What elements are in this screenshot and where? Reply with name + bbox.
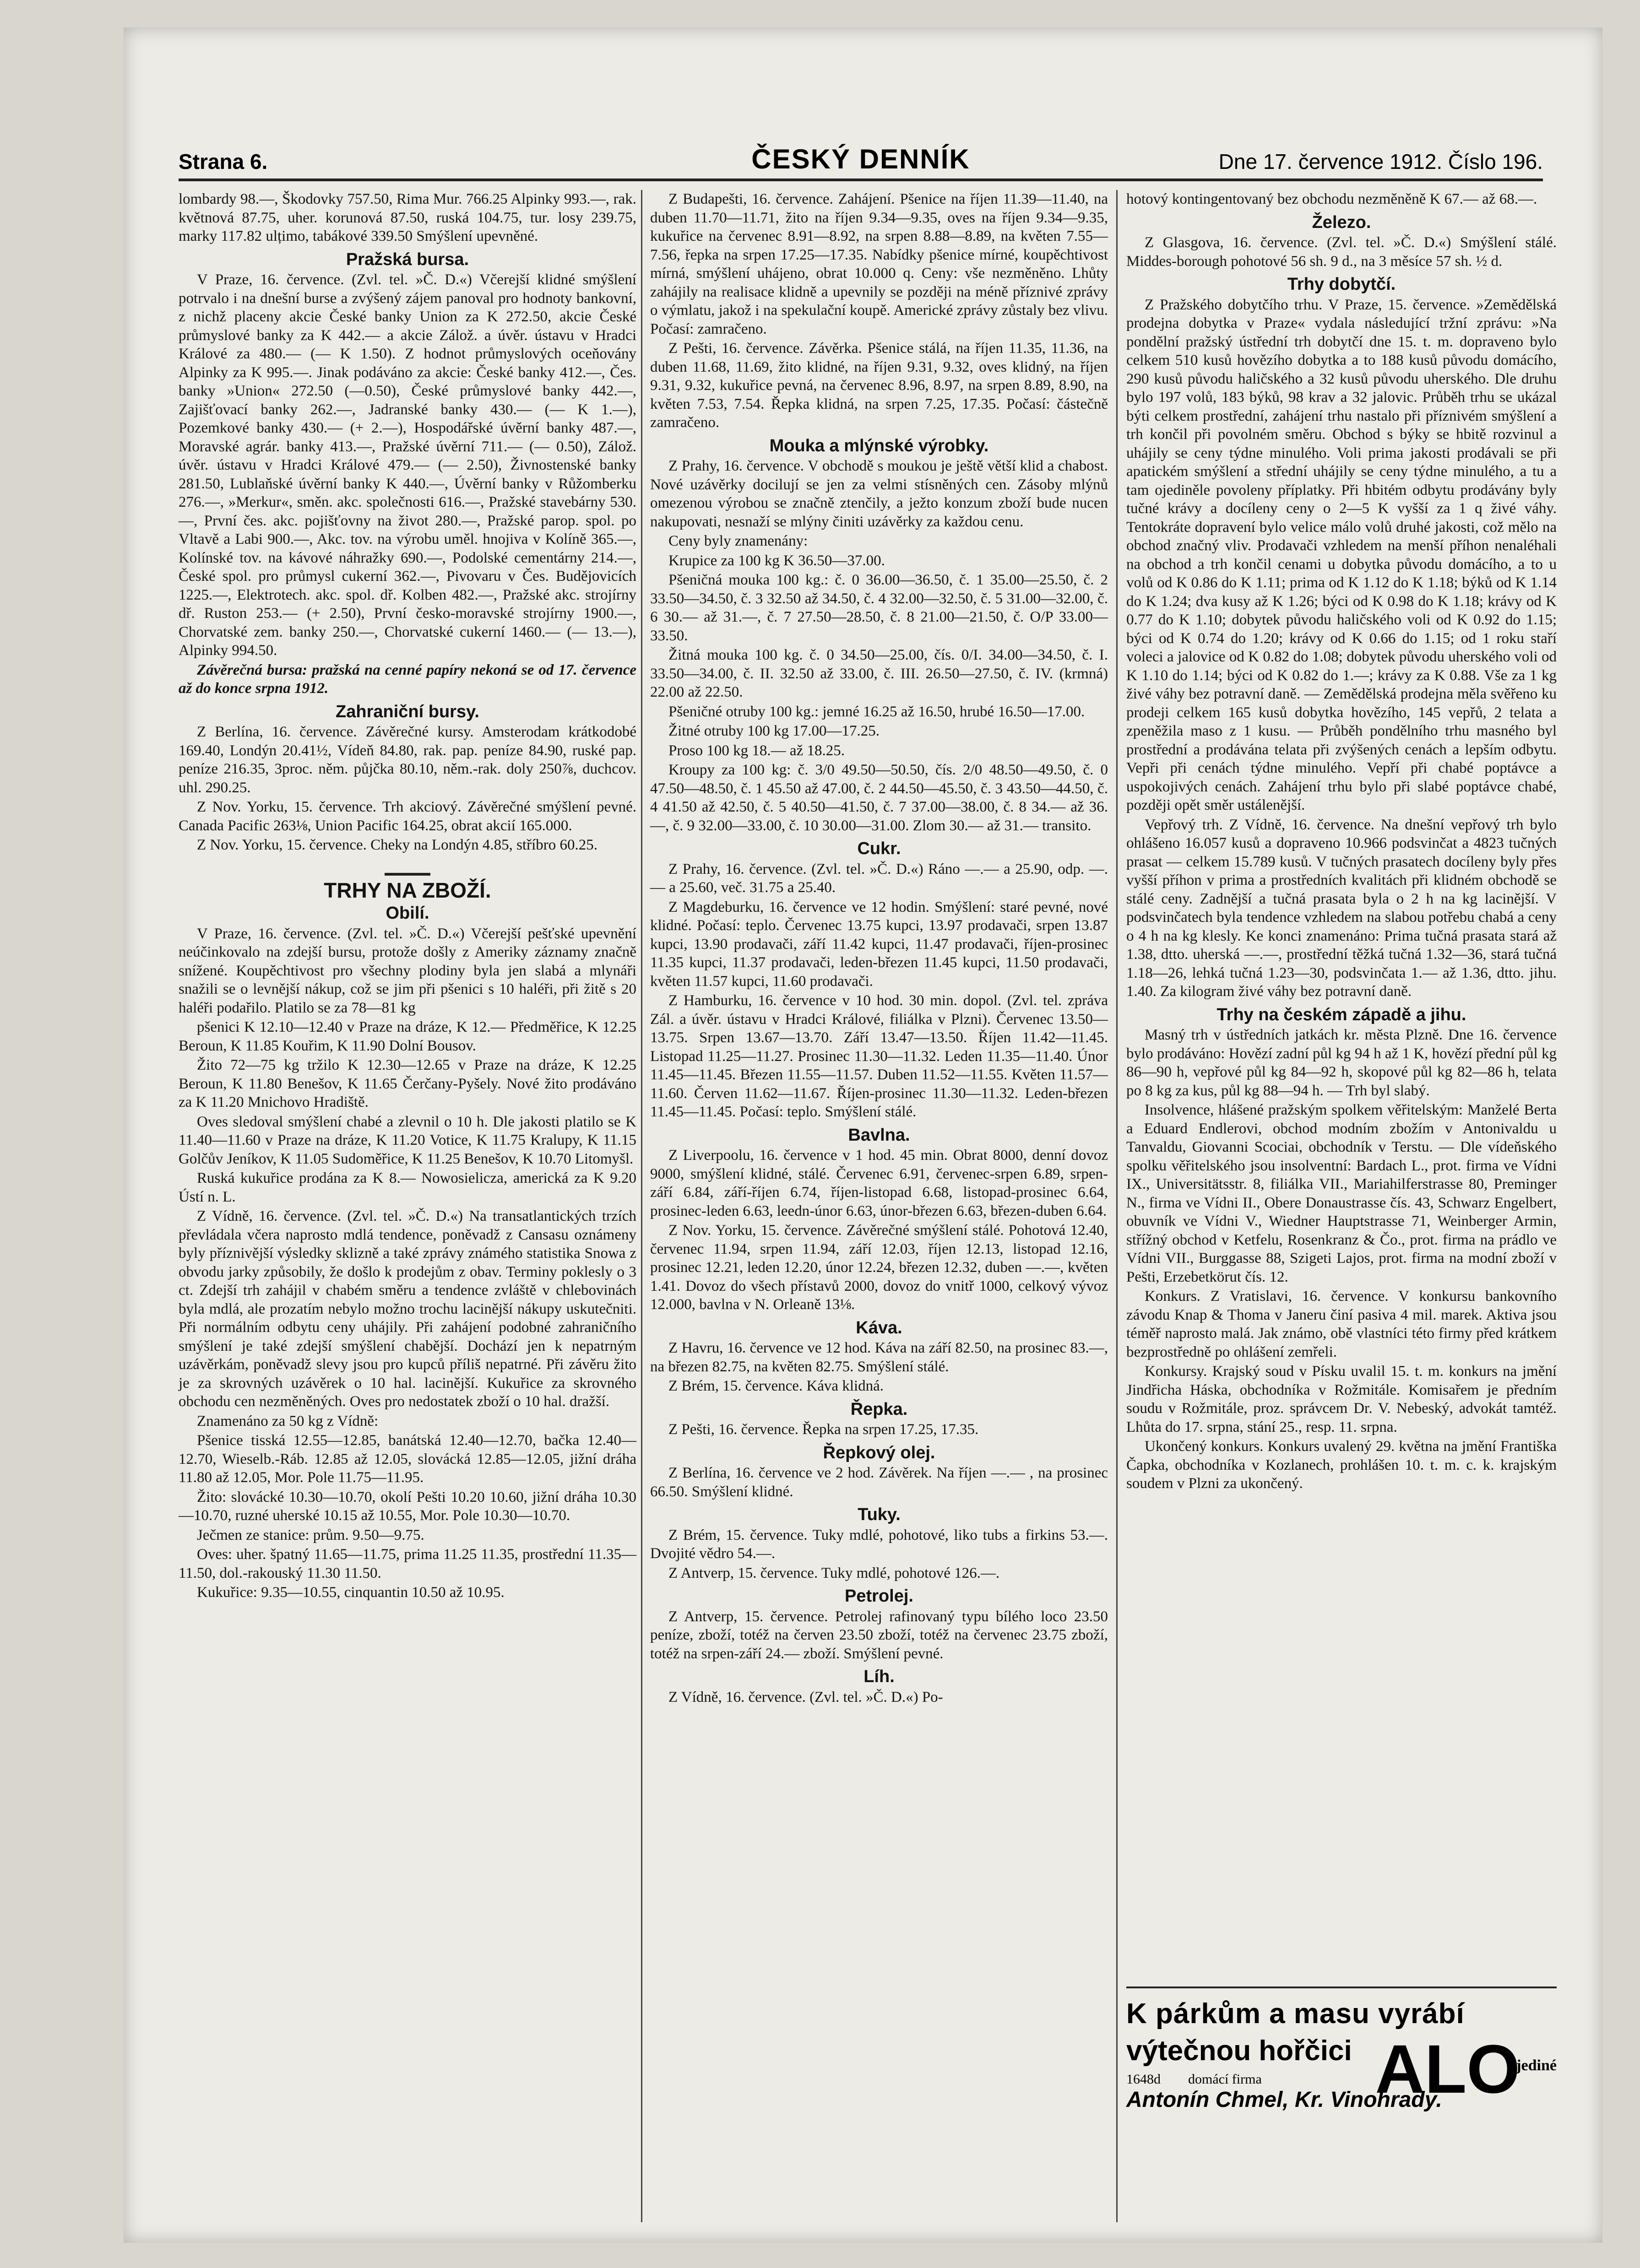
article-text: Z Prahy, 16. července. (Zvl. tel. »Č. D.«) Ráno —.— a 25.90, odp. —.— a 25.60, več. 31.75 a 25.40. — [650, 861, 1108, 896]
article-text: Vepřový trh. Z Vídně, 16. července. Na dnešní vepřový trh bylo ohlášeno 16.057 kusů a dopraveno 10.966 podsvinčat a 4823 tučných prasat — celkem 15.789 kusů. V tučných prasatech docíleny byly přes vyšší příhon v prima a prostředních kvalitách při klidném obchodě se stálé ceny. Zadnější a tučná prasata byla o 2 h na kg lacinější. V podsvinčatech byla tendence vzhledem na slabou potřebu chabá a ceny o 4 h na kg klesly. Ke konci znamenáno: Prima tučná prasata stará až 1.38, dtto. uherská —.—, prostřední těžká tučná 1.32—36, stará tučná 1.18—26, lehká tučná 1.23—30, podsvinčata 1.— až 1.36, dtto. jihu. 1.40. Za kilogram živé váhy bez potravní daně. — [1126, 816, 1557, 1000]
ad-firm-label: domácí firma — [1188, 2072, 1262, 2087]
article-text: Ceny byly znamenány: — [668, 533, 808, 549]
article-text: lombardy 98.—, Škodovky 757.50, Rima Mur. 766.25 Alpinky 993.—, rak. květnová 87.75, uher. korunová 87.50, ruská 104.75, tur. losy 239.75, marky 117.82 ulțimo, tabákové 339.50 Smýšlení upevněné. — [179, 191, 636, 244]
section-heading: Líh. — [863, 1667, 895, 1686]
article-text: Konkurs. Z Vratislavi, 16. července. V konkursu bankovního závodu Knap & Thoma v Janeru činí pasiva 4 mil. marek. Aktiva jsou téměř naprosto malá. Jak známo, obě vlastníci této firmy před krátkem bezprostředně po ohlášení zemřeli. — [1126, 1288, 1557, 1360]
section-heading: Trhy na českém západě a jihu. — [1216, 1005, 1466, 1024]
article-text: Z Magdeburku, 16. července ve 12 hodin. Smýšlení: staré pevné, nové klidné. Počasí: teplo. Červenec 13.75 kupci, 13.97 prodavači, srpen 13.87 kupci, 13.90 prodavači, září 11.42 kupci, 11.47 prodavači, říjen-prosinec 11.35 kupci, 11.37 prodavači, leden-březen 11.45 kupci, 11.50 prodavači, květen 11.57 kupci, 11.60 prodavači. — [650, 899, 1108, 990]
article-text: Z Nov. Yorku, 15. července. Závěrečné smýšlení stálé. Pohotová 12.40, červenec 11.94, srpen 11.94, září 12.03, říjen 12.13, listopad 12.16, prosinec 12.21, leden 12.20, únor 12.24, březen 12.32, duben —.—, květen 1.41. Dovoz do všech přístavů 2000, dovoz do vnitř 1000, celkový vývoz 12.000, bavlna v N. Orleaně 13⅛. — [650, 1222, 1108, 1313]
section-heading: Řepka. — [850, 1399, 908, 1419]
section-heading: Pražská bursa. — [346, 249, 469, 269]
article-text: Z Nov. Yorku, 15. července. Cheky na Londýn 4.85, stříbro 60.25. — [197, 837, 597, 853]
article-text: Z Brém, 15. července. Káva klidná. — [668, 1378, 884, 1394]
article-text: Z Budapešti, 16. července. Zahájení. Pšenice na říjen 11.39—11.40, na duben 11.70—11.71, žito na říjen 9.34—9.35, oves na říjen 9.34—9.35, kukuřice na červenec 8.91—8.92, na srpen 8.88—8.89, na květen 7.55—7.56, řepka na srpen 17.25—17.35. Nabídky pšenice mírné, koupěchtivost mírná, smýšlení uhájeno, obrat 10.000 q. Ceny: vše nezměněno. Lhůty zahájily na realisace klidně a upevnily se později na méně příznivé zprávy o výmlatu, jakož i na spekulační koupě. Americké zprávy zůstaly bez vlivu. Počasí: zamračeno. — [650, 191, 1108, 337]
mustard-advertisement — [1126, 1987, 1557, 2126]
article-text: Z Antverp, 15. července. Tuky mdlé, pohotové 126.—. — [668, 1564, 1000, 1581]
article-text: Znamenáno za 50 kg z Vídně: — [197, 1413, 379, 1429]
article-text: Z Pražského dobytčího trhu. V Praze, 15. července. »Zemědělská prodejna dobytka v Praze« vydala následující tržní zprávu: »Na pondělní pražský ústřední trh dobytčí dne 15. t. m. dopraveno bylo celkem 510 kusů hovězího dobytka a to 188 kusů původu domácího, 290 kusů původu haličského a 32 kusů původu uherského. Dle druhu bylo 197 volů, 183 býků, 98 krav a 32 jalovic. Průběh trhu se ukázal býti celkem prostřední, zahájení trhu nastalo při příznivém smýšlení a trh končil při povolném směru. Obchod s býky se hbitě rozvinul a uhájily se ceny týdne minulého. Voli prima jakosti prodávali se při apatickém smýšlení a střední uhájily se ceny týdne minulého, a tu a tam ojediněle povoleny příplatky. Při hbitém odbytu prodávány byly tučné krávy a docíleny ceny o 2—5 K vyšší za 1 q živé váhy. Tentokráte dopravení bylo velice málo volů druhé jakosti, což mělo na obchod značný vliv. Prodavači vzhledem na menší příhon nenaléhali na obchod a trh končil cenami u dobytka původu domácího, a to u volů od K 0.86 do K 1.11; prima od K 1.12 do K 1.18; býků od K 1.14 do K 1.24; dva kusy až K 1.26; býci od K 0.98 do K 1.18; krávy od K 0.77 do K 1.10; dobytek původu haličského voli od K 0.92 do 1.15; býci od K 0.74 do 1.20; krávy od K 0.66 do 1.15; od 1 roku staří voleci a jalovice od K 0.82 do 1.08; dobytek původu uherského voli od K 1.10 do 1.14; býci od K 0.82 do 1.—; krávy za K 0.88. Vše za 1 kg živé váhy bez potravní daně. — Zemědělská prodejna měla svěřeno ku prodeji celkem 165 kusů dobytka hovězího, 145 vepřů, 2 telata a zpeněžila maso z 1 kusu. — Průběh pondělního trhu masného byl prostřední a prodávána telata při zvýšených cenách a lepším odbytu. Vepři při cenách týdne minulého. Vepří při chabé poptávce a uspokojivých cenách. Zahájení trhu bylo při slabé poptávce chabé, později opět směr ustálenější. — [1126, 296, 1557, 813]
ad-product: výtečnou hořčici — [1126, 2035, 1352, 2067]
section-heading: Káva. — [856, 1318, 902, 1337]
article-text: Krupice za 100 kg K 36.50—37.00. — [668, 552, 885, 569]
article-text: Z Berlína, 16. července. Závěrečné kursy. Amsterodam krátkodobé 169.40, Londýn 20.41½, Vídeň 84.80, rak. pap. peníze 84.90, ruské pap. peníze 216.35, 3proc. něm. půjčka 80.10, něm.-rak. doly 250⅞, duchcov. uhl. 290.25. — [179, 724, 636, 796]
section-heading: Trhy dobytčí. — [1287, 275, 1396, 294]
article-text: Z Pešti, 16. července. Řepka na srpen 17.25, 17.35. — [668, 1421, 979, 1438]
section-heading: Tuky. — [858, 1505, 901, 1524]
column-rule-1 — [641, 190, 642, 2222]
article-text: Pšeničná mouka 100 kg.: č. 0 36.00—36.50, č. 1 35.00—25.50, č. 2 33.50—34.50, č. 3 32.50 až 34.50, č. 4 32.00—32.50, č. 5 31.00—32.00, č. 6 30.— až 31.—, č. 7 27.50—28.50, č. 8 21.00—21.50, č. O/P 33.00—33.50. — [650, 572, 1108, 644]
article-text: Ječmen ze stanice: prům. 9.50—9.75. — [197, 1526, 424, 1543]
main-heading: TRHY NA ZBOŽÍ. — [324, 878, 491, 902]
section-heading: Petrolej. — [845, 1586, 913, 1606]
article-text: Z Glasgova, 16. července. (Zvl. tel. »Č. D.«) Smýšlení stálé. Middes-borough pohotové 56 sh. 9 d., na 3 měsíce 57 sh. ½ d. — [1126, 234, 1557, 270]
article-text: Kukuřice: 9.35—10.55, cinquantin 10.50 až 10.95. — [197, 1584, 505, 1601]
section-heading: Bavlna. — [848, 1125, 910, 1145]
article-text: Ukončený konkurs. Konkurs uvalený 29. května na jmění Františka Čapka, obchodníka v Kozlanech, prohlášen 10. t. m. c. k. krajským soudem v Plzni za ukončený. — [1126, 1438, 1557, 1492]
article-text: Pšenice tisská 12.55—12.85, banátská 12.40—12.70, bačka 12.40—12.70, Wieselb.-Ráb. 12.85 až 12.05, slovácká 12.85—12.05, jižní dráha 11.80 až 12.05, Mor. Pole 11.75—11.95. — [179, 1432, 636, 1486]
article-text: Z Vídně, 16. července. (Zvl. tel. »Č. D.«) Na transatlantických trzích převládala včera naprosto mdlá tendence, poněvadž z Cansasu oznámeny byly příznivější výsledky sklizně a také zprávy známého statistika Snowa z obvodu jarky způsobily, že došlo k prodejům z obav. Terminy poklesly o 3 ct. Zdejší trh zahájil v chabém směru a tendence zvláště v chlebovinách byla mdlá, ale prozatím nebylo možno trochu lacinější nákupy uskutečniti. Při normálním odbytu ceny uhájily. Při zahájení podobné zahraničního smýšlení je také zdejší smýšlení chabější. Dochází jen k nepatrným uzávěrkám, poněvadž slevy jsou pro kupců příliš nepatrné. Při závěru žito je za skrovných uzávěrek o 10 hal. lacinější. Kukuřice za skrovného obchodu cen nezměněných. Oves pro nedostatek zboží o 10 hal. dražší. — [179, 1208, 636, 1410]
article-text: Kroupy za 100 kg: č. 3/0 49.50—50.50, čís. 2/0 48.50—49.50, č. 0 47.50—48.50, č. 1 45.50 až 47.00, č. 2 44.50—45.50, č. 3 43.50—44.50, č. 4 41.50 až 42.50, č. 5 40.50—41.50, č. 7 37.00—38.00, č. 8 34.— až 36.—, č. 9 32.00—33.00, č. 10 30.00—31.00. Zlom 30.— až 31.— transito. — [650, 762, 1108, 834]
article-text: Žito 72—75 kg tržilo K 12.30—12.65 v Praze na dráze, K 12.25 Beroun, K 11.80 Benešov, K 11.65 Čerčany-Pyšely. Nové žito prodáváno za K 11.20 Mnichovo Hradiště. — [179, 1057, 636, 1110]
issue-date: Dne 17. července 1912. Číslo 196. — [1218, 150, 1543, 173]
article-text: Z Prahy, 16. července. V obchodě s moukou je ještě větší klid a chabost. Nové uzávěrky docilují se jen za velmi stísněných cen. Zásoby mlýnů omezenou výrobou se značně ztenčily, a ježto konzum zboží bude nucen nakupovati, nesnaží se mlýny činiti uzávěrky za každou cenu. — [650, 458, 1108, 530]
section-heading: Mouka a mlýnské výrobky. — [769, 436, 989, 455]
newspaper-page — [124, 27, 1602, 2243]
article-text: V Praze, 16. července. (Zvl. tel. »Č. D.«) Včerejší pešťské upevnění neúčinkovalo na zdejší bursu, protože došly z Ameriky záznamy značně snížené. Koupěchtivost pro všechny plodiny byla jen slabá a mlynáři snažili se o levnější nákup, což se jim při pšenici s 10 haléři, při žitě s 20 haléři podařilo. Platilo se za 78—81 kg — [179, 925, 636, 1016]
column-2 — [650, 190, 1108, 1707]
ad-brand: ALO — [1375, 2030, 1520, 2107]
article-text: Oves sledoval smýšlení chabé a zlevnil o 10 h. Dle jakosti platilo se K 11.40—11.60 v Praze na dráze, K 11.20 Votice, K 11.75 Kralupy, K 11.15 Golčův Jeníkov, K 11.05 Sudoměřice, K 11.25 Benešov, K 10.70 Litomyšl. — [179, 1113, 636, 1167]
article-text: Žitná mouka 100 kg. č. 0 34.50—25.00, čís. 0/I. 34.00—34.50, č. I. 33.50—34.00, č. II. 32.50 až 33.00, č. III. 26.50—27.50, č. IV. (krmná) 22.00 až 22.50. — [650, 647, 1108, 700]
column-rule-2 — [1116, 190, 1118, 2222]
article-text: Z Havru, 16. července ve 12 hod. Káva na září 82.50, na prosinec 83.—, na březen 82.75, na květen 82.75. Smýšlení stálé. — [650, 1340, 1108, 1375]
article-text: Z Liverpoolu, 16. července v 1 hod. 45 min. Obrat 8000, denní dovoz 9000, smýšlení klidné, stálé. Červenec 6.91, červenec-srpen 6.89, srpen-září 6.84, září-říjen 6.74, říjen-listopad 6.68, listopad-prosinec 6.64, prosinec-leden 6.63, leedn-únor 6.63, únor-březen 6.63, březen-duben 6.64. — [650, 1147, 1108, 1219]
article-text: Z Vídně, 16. července. (Zvl. tel. »Č. D.«) Po- — [668, 1689, 943, 1705]
article-text: Z Nov. Yorku, 15. července. Trh akciový. Závěrečné smýšlení pevné. Canada Pacific 263⅛, Union Pacific 164.25, obrat akcií 165.000. — [179, 799, 636, 834]
article-text: Insolvence, hlášené pražským spolkem věřitelským: Manželé Berta a Eduard Endlerovi, obchod modním zbožím v Antonivaldu u Tanvaldu, Giovanni Scociai, obchodník v Terstu. — Dle vídeňského spolku věřitelského jsou insolventní: Bardach L., prot. firma ve Vídni IX., Universitätsstr. 8, filiálka VII., Mariahilferstrasse 80, Preminger N., firma ve Vídni II., Obere Donaustrasse čís. 43, Schwarz Engelbert, obuvník ve Vídni V., Wiedner Hauptstrasse 71, Weinberger Armin, střížný obchod v Ketfelu, Rosenkranz & Čo., prot. firma na prádlo ve Vídni VII., Burggasse 88, Szigeti Lajos, prot. firma na modní zboží v Pešti, Erzebetkörut čís. 12. — [1126, 1102, 1557, 1285]
ad-company: Antonín Chmel, Kr. Vinohrady. — [1126, 2088, 1442, 2112]
article-text: Z Pešti, 16. července. Závěrka. Pšenice stálá, na říjen 11.35, 11.36, na duben 11.68, 11.69, žito klidné, na říjen 9.31, 9.32, oves klidný, na říjen 9.31, 9.32, kukuřice pevná, na červenec 8.96, 8.97, na srpen 8.89, 8.90, na květen 7.53, 7.54. Řepka klidná, na srpen 7.25, 17.35. Počasí: částečně zamračeno. — [650, 340, 1108, 431]
article-text: Z Brém, 15. července. Tuky mdlé, pohotové, liko tubs a firkins 53.—. Dvojité vědro 54.—. — [650, 1526, 1108, 1562]
section-heading: Obilí. — [386, 904, 429, 923]
article-text: Z Hamburku, 16. července v 10 hod. 30 min. dopol. (Zvl. tel. zpráva Zál. a úvěr. ústavu v Hradci Králové, filiálka v Plzni). Červenec 13.50—13.75. Srpen 13.67—13.70. Září 13.47—13.50. Říjen 11.42—11.45. Listopad 11.25—11.27. Prosinec 11.30—11.32. Leden 11.35—11.40. Únor 11.45—11.45. Březen 11.55—11.57. Duben 11.52—11.55. Květen 11.57—11.60. Červen 11.62—11.67. Říjen-prosinec 11.30—11.32. Leden-březen 11.45—11.45. Počasí: teplo. Smýšlení stálé. — [650, 992, 1108, 1120]
page-header — [179, 137, 1543, 181]
newspaper-title: ČESKÝ DENNÍK — [751, 144, 970, 174]
article-text: Oves: uher. špatný 11.65—11.75, prima 11.25 11.35, prostřední 11.35—11.50, dol.-rakouský 11.30 11.50. — [179, 1546, 636, 1581]
page-number: Strana 6. — [179, 150, 268, 173]
section-heading: Železo. — [1312, 212, 1371, 232]
ad-brand-note: jediné — [1516, 2057, 1557, 2074]
column-1 — [179, 190, 636, 1603]
article-text: Žitné otruby 100 kg 17.00—17.25. — [668, 723, 880, 739]
article-text: V Praze, 16. července. (Zvl. tel. »Č. D.«) Včerejší klidné smýšlení potrvalo i na dnešní burse a zvýšený zájem panoval pro hodnoty bankovní, z nichž placeny akcie České banky Union za K 272.50, akcie České průmyslové banky za K 442.— a akcie Zálož. a úvěr. ústavu v Hradci Králové za 480.— (— K 1.50). Z hodnot průmyslových oceňovány Alpinky za K 995.—. Jinak podáváno za akcie: České banky 412.—, Čes. banky »Union« 272.50 (—0.50), České průmyslové banky 442.—, Zajišťovací banky 262.—, Jadranské banky 430.— (— K 1.—), Pozemkové banky 430.— (+ 2.—), Hospodářské úvěrní banky 487.—, Moravské agrár. banky 413.—, Pražské úvěrní 711.— (— 0.50), Zálož. úvěr. ústavu v Hradci Králové 479.— (— 2.50), Živnostenské banky 281.50, Lublaňské úvěrní banky K 440.—, Úvěrní banky v Růžomberku 276.—, »Merkur«, směn. akc. společnosti 616.—, Pražské stavebárny 530.—, První čes. akc. pojišťovny na život 280.—, Pražské parop. spol. po Vltavě a Labi 900.—, Akc. tov. na výrobu uměl. hnojiva v Kolíně 365.—, Kolínské tov. na kávové náhražky 690.—, Podolské cementárny 214.—, České spol. pro průmysl cukerní 362.—, Pivovaru v Čes. Budějovicích 1225.—, Elektrotech. akc. spol. dř. Kolben 482.—, Pražské akc. strojírny dř. Ruston 253.— (+ 2.50), První česko-moravské strojírny 1900.—, Chorvatské zem. banky 250.—, Chorvatské cukerní 1460.— (— 13.—), Alpinky 994.50. — [179, 271, 636, 659]
article-text: Z Berlína, 16. července ve 2 hod. Závěrek. Na říjen —.— , na prosinec 66.50. Smýšlení klidné. — [650, 1465, 1108, 1500]
column-3 — [1126, 190, 1557, 1494]
section-separator — [385, 873, 430, 876]
section-heading: Zahraniční bursy. — [336, 702, 479, 721]
article-text: Ruská kukuřice prodána za K 8.— Nowosielicza, americká za K 9.20 Ústí n. L. — [179, 1170, 636, 1205]
section-heading: Cukr. — [857, 839, 901, 858]
article-text: Pšeničné otruby 100 kg.: jemné 16.25 až 16.50, hrubé 16.50—17.00. — [668, 703, 1085, 720]
article-text: Masný trh v ústředních jatkách kr. města Plzně. Dne 16. července bylo prodáváno: Hovězí zadní půl kg 94 h až 1 K, hovězí přední půl kg 86—90 h, vepřové půl kg 84—92 h, skopové půl kg 82—86 h, telata po 8 kg za kus, půl kg 88—94 h. — Trh byl slabý. — [1126, 1027, 1557, 1099]
article-text: Proso 100 kg 18.— až 18.25. — [668, 742, 845, 759]
section-heading: Řepkový olej. — [823, 1443, 935, 1462]
ad-code: 1648d — [1126, 2072, 1161, 2087]
article-text: Z Antverp, 15. července. Petrolej rafinovaný typu bílého loco 23.50 peníze, zboží, totéž na červen 23.50 zboží, totéž na červenec 23.75 zboží, totéž na srpen-září 24.— zboží. Smýšlení pevné. — [650, 1608, 1108, 1662]
ad-headline: K párkům a masu vyrábí — [1126, 1998, 1465, 2030]
article-text: Konkursy. Krajský soud v Písku uvalil 15. t. m. konkurs na jmění Jindřicha Háska, obchodníka v Rožmitále. Komisařem je předním soudu v Rožmitále, proz. správcem Dr. V. Nebeský, advokát tamtéž. Lhůta do 17. srpna, stání 25., resp. 11. srpna. — [1126, 1363, 1557, 1435]
article-note: Závěrečná bursa: pražská na cenné papíry nekoná se od 17. července až do konce srpna 1912. — [179, 661, 636, 697]
article-text: Žito: slovácké 10.30—10.70, okolí Pešti 10.20 10.60, jižní dráha 10.30—10.70, ruzné uherské 10.15 až 10.55, Mor. Pole 10.30—10.70. — [179, 1489, 636, 1524]
article-text: pšenici K 12.10—12.40 v Praze na dráze, K 12.— Předměřice, K 12.25 Beroun, K 11.85 Kouřim, K 11.90 Dolní Bousov. — [179, 1019, 636, 1054]
article-text: hotový kontingentovaný bez obchodu nezměněně K 67.— až 68.—. — [1126, 191, 1537, 207]
